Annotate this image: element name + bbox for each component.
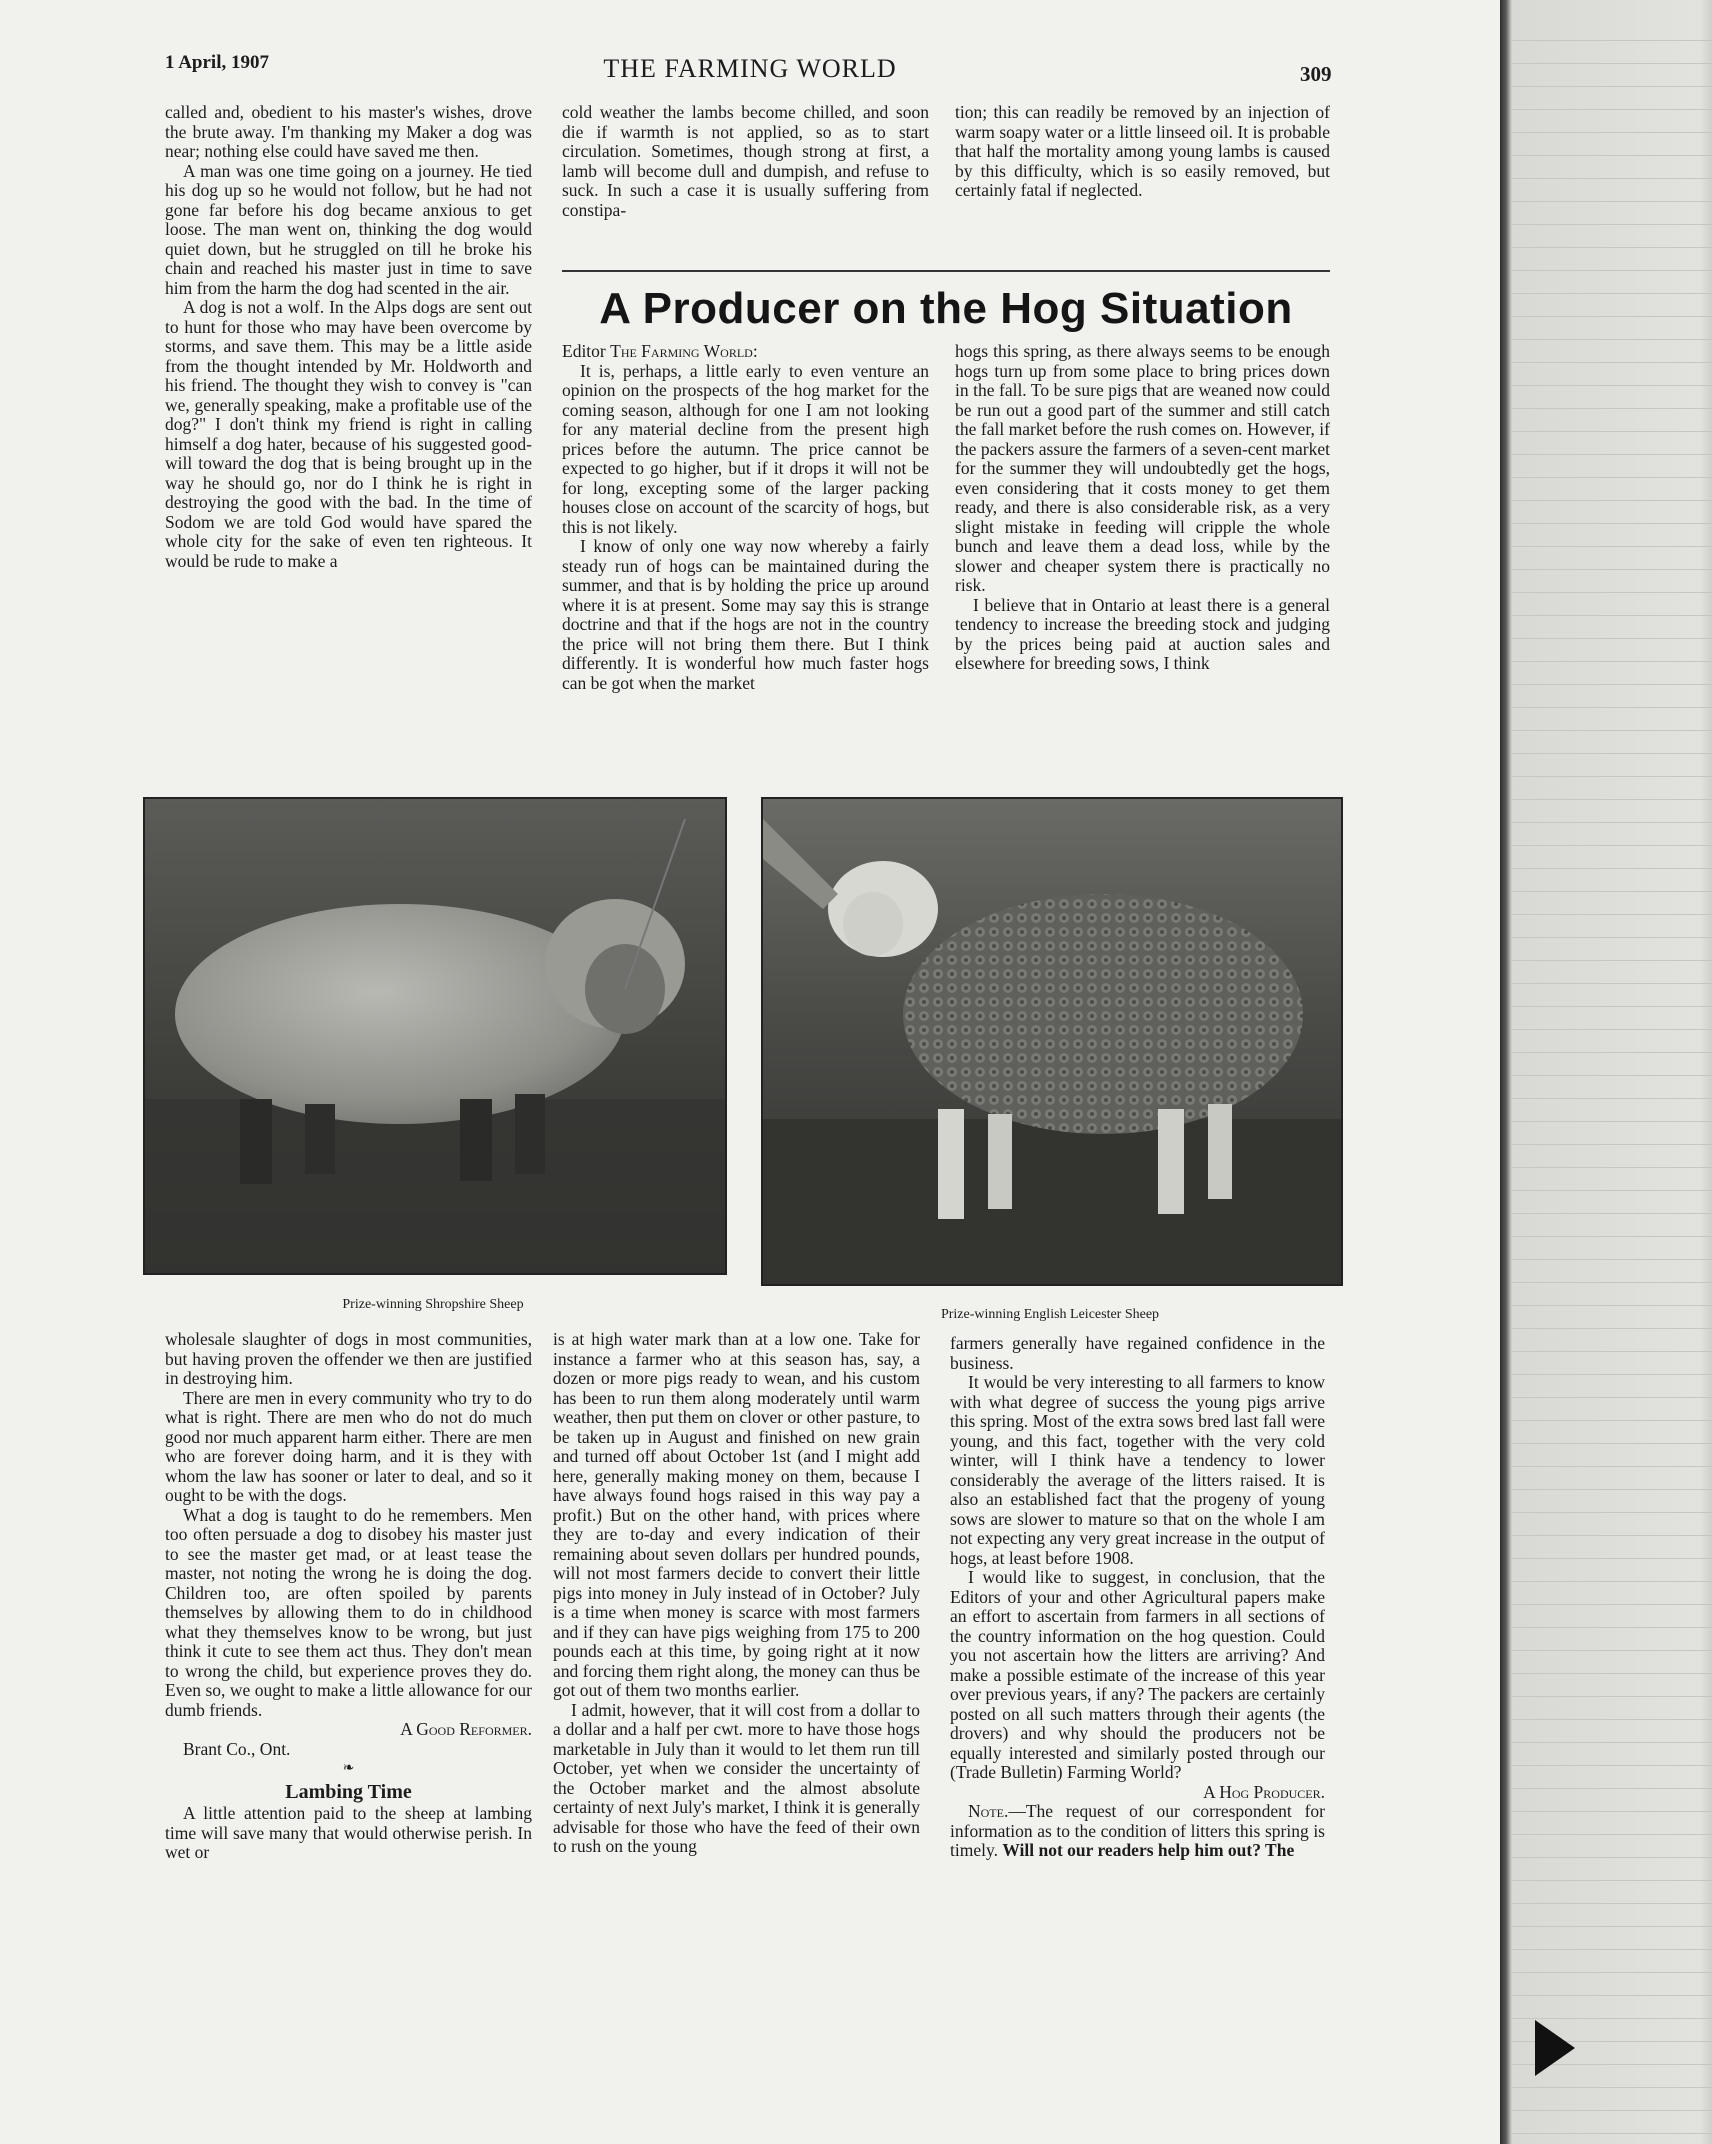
page-edge-line <box>1512 707 1712 708</box>
column-hog-article-2 <box>955 342 1330 772</box>
page-edge-line <box>1512 1006 1712 1007</box>
page-edge-line <box>1512 1558 1712 1559</box>
author-location: Brant Co., Ont. <box>183 1738 291 1759</box>
page-edge-line <box>1512 155 1712 156</box>
paragraph: A man was one time going on a journey. He tied his dog up so he would not follow, but he had not gone far before his dog became anxious to get loose. The man went on, thinking the dog would quiet down, but he struggled on till he broke his chain and reached his master just in time to save him from the harm the dog had scented in the air. <box>165 160 532 298</box>
page-edge-line <box>1512 1098 1712 1099</box>
photo-caption-left: Prize-winning Shropshire Sheep <box>342 1297 524 1312</box>
column-lambing-end <box>955 103 1330 253</box>
page-edge-line <box>1512 1673 1712 1674</box>
page-edge-line <box>1512 1604 1712 1605</box>
page-edge-line <box>1512 1374 1712 1375</box>
paragraph: is at high water mark than at a low one. Take for instance a farmer who at this season has, say, a dozen or more pigs ready to wean, and his custom has been to run them along moderately until warm weather, then put them on clover or other pasture, to be taken up in August and finished on new grain and turned off about October 1st (and I might add here, generally making money on them, because I have always found hogs raised in this way pay a profit.) But on the other hand, with prices where they are to-day and every indication of their remaining about seven dollars per hundred pounds, will not most farmers decide to convert their little pigs into money in July instead of in October? July is a time when money is scarce with most farmers and if they can have pigs weighing from 175 to 200 pounds each at this time, by going right at it now and forcing them right along, the money can thus be got out of them two months earlier. <box>553 1329 920 1700</box>
page-edge-line <box>1512 454 1712 455</box>
page-edge-line <box>1512 1328 1712 1329</box>
article-headline: A Producer on the Hog Situation <box>599 284 1293 333</box>
page-edge-line <box>1512 1995 1712 1996</box>
paragraph: tion; this can readily be removed by an injection of warm soapy water or a little linseed oil. It is probable that half the mortality among young lambs is caused by this difficulty, which is so easily removed, but certainly fatal if neglected. <box>955 102 1330 200</box>
paragraph: cold weather the lambs become chilled, and soon die if warmth is not applied, so as to start circulation. Sometimes, though strong at first, a lamb will become dull and dumpish, and refuse to suck. In such a case it is usually suffering from constipa- <box>562 102 929 220</box>
page-edge-line <box>1512 1788 1712 1789</box>
page-edge-line <box>1512 40 1712 41</box>
page-edge-line <box>1512 339 1712 340</box>
page-edge-line <box>1512 178 1712 179</box>
page-edge-line <box>1512 224 1712 225</box>
page-edge-line <box>1512 1903 1712 1904</box>
section-divider <box>562 270 1330 272</box>
page-edge-line <box>1512 1029 1712 1030</box>
page-edge-line <box>1512 1834 1712 1835</box>
page-edge-line <box>1512 1259 1712 1260</box>
paragraph: It is, perhaps, a little early to even venture an opinion on the prospects of the hog market for the coming season, although for one I am not looking for any material decline from the present high prices before the autumn. The price cannot be expected to go higher, but if it drops it will not be for long, excepting some of the larger packing houses close on account of the scarcity of hogs, but this is not likely. <box>562 360 929 537</box>
page-edge-line <box>1512 776 1712 777</box>
page-edge-line <box>1512 592 1712 593</box>
page-edge-line <box>1512 1949 1712 1950</box>
paragraph: It would be very interesting to all farmers to know with what degree of success the young pigs arrive this spring. Most of the extra sows bred last fall were young, and this fact, together with the very cold winter, will I think have a tendency to lower considerably the average of the litters raised. It is also an established fact that the progeny of young sows are slower to mature so that on the whole I am not expecting any very great increase in the output of hogs, at least before 1908. <box>950 1372 1325 1568</box>
paragraph: There are men in every community who try to do what is right. There are men who do not do much good nor much apparent harm either. There are men who are forever doing harm, and it is they with whom the law has sooner or later to deal, and so it ought to be with the dogs. <box>165 1387 532 1505</box>
paragraph: called and, obedient to his master's wishes, drove the brute away. I'm thanking my Maker a dog was near; nothing else could have saved me then. <box>165 102 532 161</box>
page-edge-line <box>1512 753 1712 754</box>
page-edge-line <box>1512 1581 1712 1582</box>
page-edge-line <box>1512 2110 1712 2111</box>
page-edge-line <box>1512 1167 1712 1168</box>
issue-date: 1 April, 1907 <box>165 52 269 73</box>
page-edge-line <box>1512 1052 1712 1053</box>
photo-caption-right: Prize-winning English Leicester Sheep <box>940 1307 1160 1322</box>
page-edge-line <box>1512 408 1712 409</box>
page-edge-line <box>1512 1190 1712 1191</box>
paragraph: I admit, however, that it will cost from a dollar to a dollar and a half per cwt. more to have those hogs marketable in July than it would to let them run till October, yet when we consider the uncertainty of the October market and the almost absolute certainty of next July's market, I think it is generally advisable for those who have the feed of their own to rush on the young <box>553 1699 920 1856</box>
page-edge-line <box>1512 1512 1712 1513</box>
lambing-time-heading: Lambing Time <box>285 1780 412 1803</box>
author-signature: A Good Reformer. <box>400 1719 532 1739</box>
column-dog-letter-end <box>165 1330 532 2030</box>
page-edge-line <box>1512 546 1712 547</box>
page-edge-line <box>1512 1535 1712 1536</box>
page-edge-line <box>1512 1466 1712 1467</box>
page-edge-line <box>1512 983 1712 984</box>
page-edge-line <box>1512 1489 1712 1490</box>
page-edge-line <box>1512 868 1712 869</box>
page-edge-line <box>1512 1719 1712 1720</box>
paragraph: I believe that in Ontario at least there is a general tendency to increase the breeding stock and judging by the prices being paid at auction sales and elsewhere for breeding sows, I think <box>955 594 1330 673</box>
page-edge-line <box>1512 132 1712 133</box>
column-hog-article-1 <box>562 342 929 772</box>
page-edge-line <box>1512 500 1712 501</box>
page-edge-line <box>1512 730 1712 731</box>
paragraph: hogs this spring, as there always seems to be enough hogs turn up from some place to bring prices down in the fall. To be sure pigs that are weaned now could be run out a good part of the summer and still catch the fall market before the rush comes on. However, if the packers assure the farmers of a seven-cent market for the summer they will undoubtedly get the hogs, even considering that it costs money to get them ready, and there is also considerable risk, as a very slight mistake in feeding will cripple the whole bunch and leave them a dead loss, while by the slower and cheaper system there is practically no risk. <box>955 341 1330 595</box>
page-edge-line <box>1512 1880 1712 1881</box>
paragraph: farmers generally have regained confidence in the business. <box>950 1333 1325 1373</box>
page-edge-line <box>1512 1282 1712 1283</box>
page-edge-line <box>1512 385 1712 386</box>
page-edge-line <box>1512 2087 1712 2088</box>
arrow-icon <box>1535 2020 1575 2076</box>
page-edge-line <box>1512 1857 1712 1858</box>
page-edge-line <box>1512 569 1712 570</box>
paragraph: I would like to suggest, in conclusion, that the Editors of your and other Agricultural papers make an effort to ascertain from farmers in all sections of the country information on the hog question. Could you not ascertain how the litters are arriving? And make a possible estimate of the increase of this year over previous years, if any? The packers are certainly posted on all such matters through their agents (the drovers) and why should the producers not be equally interested and similarly posted through our (Trade Bulletin) Farming World? <box>950 1567 1325 1782</box>
page-edge-line <box>1512 86 1712 87</box>
page-edge-line <box>1512 477 1712 478</box>
page-edge-line <box>1512 822 1712 823</box>
page-edge-line <box>1512 2018 1712 2019</box>
page-edge-line <box>1512 914 1712 915</box>
page-edge-line <box>1512 638 1712 639</box>
page-edge-line <box>1512 1696 1712 1697</box>
page-edge-line <box>1512 1420 1712 1421</box>
page-edge-line <box>1512 1351 1712 1352</box>
page-edge-line <box>1512 1972 1712 1973</box>
page-edge-line <box>1512 523 1712 524</box>
page-edge-line <box>1512 247 1712 248</box>
shropshire-sheep-photo <box>143 797 727 1275</box>
page-edge-line <box>1512 1144 1712 1145</box>
page-edge-line <box>1512 1213 1712 1214</box>
page-edge-line <box>1512 1397 1712 1398</box>
page-edge-line <box>1512 270 1712 271</box>
publication-title: THE FARMING WORLD <box>603 54 897 83</box>
page-edge-line <box>1512 799 1712 800</box>
english-leicester-sheep-photo <box>761 797 1343 1286</box>
page-edge-line <box>1512 1765 1712 1766</box>
page-edge-line <box>1512 684 1712 685</box>
page-edge-line <box>1512 1236 1712 1237</box>
page-edge-line <box>1512 1926 1712 1927</box>
page-edge-line <box>1512 937 1712 938</box>
page-number: 309 <box>1300 62 1332 86</box>
paragraph: What a dog is taught to do he remembers. Men too often persuade a dog to disobey his master just to see the master get mad, or at least tease the master, not noting the wrong he is doing the dog. Children too, are often spoiled by parents themselves by allowing them to do in childhood what they themselves know to be wrong, but just think it cute to see them act thus. They don't mean to wrong the child, but experience proves they do. Even so, we ought to make a little allowance for our dumb friends. <box>165 1504 532 1720</box>
column-dog-letter-top <box>165 103 532 773</box>
page-edge-line <box>1512 615 1712 616</box>
page-edge-line <box>1512 960 1712 961</box>
column-lambing-continued <box>562 103 929 253</box>
page-edge-line <box>1512 2133 1712 2134</box>
page-edge-line <box>1512 1650 1712 1651</box>
paragraph: wholesale slaughter of dogs in most communities, but having proven the offender we then are justified in destroying him. <box>165 1329 532 1388</box>
page-edge-line <box>1512 845 1712 846</box>
page-edge-line <box>1512 1305 1712 1306</box>
author-signature: A Hog Producer. <box>1203 1781 1325 1802</box>
editor-note: Note.—The request of our correspondent for information as to the condition of litters this spring is timely. Will not our readers help him out? The <box>950 1801 1325 1860</box>
page-edge-line <box>1512 1443 1712 1444</box>
page-edge-line <box>1512 63 1712 64</box>
paragraph: A little attention paid to the sheep at lambing time will save many that would otherwise perish. In wet or <box>165 1803 532 1862</box>
paragraph: I know of only one way now whereby a fairly steady run of hogs can be maintained during the summer, and that is by holding the price up around where it is at present. Some may say this is strange doctrine and that if the hogs are not in the country the price will not bring them there. But I think differently. It is wonderful how much faster hogs can be got when the market <box>562 536 929 693</box>
column-hog-article-3 <box>553 1330 920 2030</box>
page-edge-line <box>1512 316 1712 317</box>
column-hog-article-4 <box>950 1334 1325 2034</box>
page-edge-line <box>1512 1627 1712 1628</box>
paragraph: A dog is not a wolf. In the Alps dogs are sent out to hunt for those who may have been overcome by storms, and save them. This may be a little aside from the thought intended by Mr. Holdworth and his friend. The thought they wish to convey is "can we, generally speaking, make a profitable use of the dog?" I don't think my friend is right in calling himself a dog hater, because of his suggested good-will toward the dog that is being brought up in the way he should go, nor do I think he is right in destroying the good with the bad. In the time of Sodom we are told God would have spared the whole city for the sake of even ten righteous. It would be rude to make a <box>165 297 532 571</box>
ornament-icon: ❧ <box>342 1761 355 1776</box>
page-edge-line <box>1512 1121 1712 1122</box>
page-edge-line <box>1512 362 1712 363</box>
page-edge-line <box>1512 1742 1712 1743</box>
book-page-edges <box>1500 0 1712 2144</box>
page-edge-line <box>1512 891 1712 892</box>
page-edge-line <box>1512 1811 1712 1812</box>
page-edge-line <box>1512 1075 1712 1076</box>
page-edge-line <box>1512 201 1712 202</box>
page-edge-line <box>1512 293 1712 294</box>
editor-salutation: Editor The Farming World: <box>562 341 758 361</box>
page-edge-line <box>1512 431 1712 432</box>
page-edge-line <box>1512 661 1712 662</box>
page-edge-line <box>1512 109 1712 110</box>
